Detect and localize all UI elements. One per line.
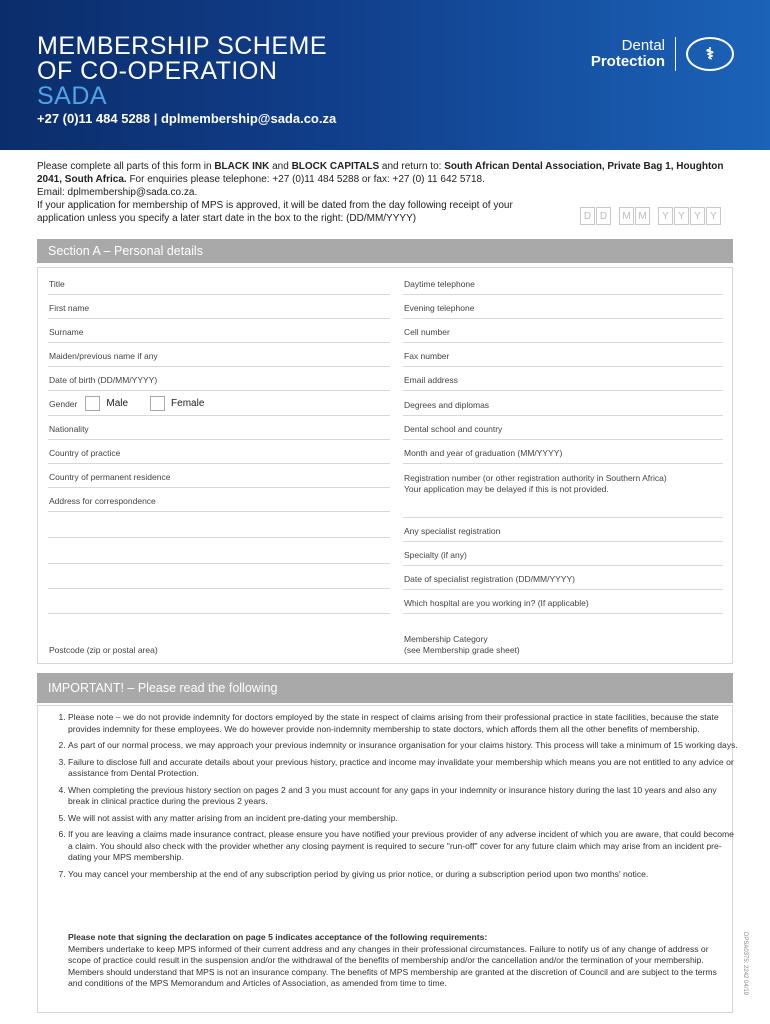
important-notes bbox=[37, 705, 738, 1013]
field-specialist-registration-date[interactable]: Date of specialist registration (DD/MM/YYYY) bbox=[403, 565, 723, 590]
title-line-2: OF CO-OPERATION bbox=[37, 57, 278, 85]
field-title[interactable]: Title bbox=[48, 268, 390, 295]
field-postcode[interactable]: Postcode (zip or postal area) bbox=[49, 645, 158, 655]
logo-word-protection: Protection bbox=[590, 53, 665, 70]
address-line-1[interactable] bbox=[48, 511, 390, 538]
field-date-of-birth[interactable]: Date of birth (DD/MM/YYYY) bbox=[48, 366, 390, 391]
gender-male-label: Male bbox=[106, 398, 129, 409]
gender-female-label: Female bbox=[171, 398, 205, 409]
field-nationality[interactable]: Nationality bbox=[48, 415, 390, 440]
important-list bbox=[46, 712, 740, 885]
field-first-name[interactable]: First name bbox=[48, 294, 390, 319]
declaration-heading: Please note that signing the declaration on page 5 indicates acceptance of the following requirements: bbox=[68, 932, 488, 942]
dental-protection-logo bbox=[591, 36, 734, 72]
start-date-input[interactable]: D D M M Y Y Y Y bbox=[580, 207, 722, 225]
field-hospital[interactable]: Which hospital are you working in? (If applicable) bbox=[403, 589, 723, 614]
field-dental-school[interactable]: Dental school and country bbox=[403, 415, 723, 440]
field-registration-number[interactable]: Registration number (or other registration authority in Southern Africa) Your application may be delayed if this is not provided. bbox=[403, 463, 723, 518]
field-degrees[interactable]: Degrees and diplomas bbox=[403, 390, 723, 416]
logo-divider bbox=[675, 37, 676, 71]
logo-word-dental: Dental bbox=[621, 37, 665, 54]
field-maiden-name[interactable]: Maiden/previous name if any bbox=[48, 342, 390, 367]
declaration-note bbox=[68, 932, 720, 990]
gender-male-checkbox[interactable] bbox=[85, 396, 100, 411]
list-item: 2. As part of our normal process, we may approach your previous indemnity or insurance organisation for your claims history. This process will take a minimum of 15 working days. bbox=[68, 740, 740, 752]
field-address[interactable]: Address for correspondence bbox=[48, 487, 390, 512]
header-banner bbox=[0, 0, 770, 150]
email-line: Email: dplmembership@sada.co.za. bbox=[37, 187, 198, 198]
field-graduation-date[interactable]: Month and year of graduation (MM/YYYY) bbox=[403, 439, 723, 464]
address-line-4[interactable] bbox=[48, 588, 390, 614]
field-specialist-registration[interactable]: Any specialist registration bbox=[403, 517, 723, 542]
field-fax-number[interactable]: Fax number bbox=[403, 342, 723, 367]
title-line-3: SADA bbox=[37, 82, 108, 110]
address-line-3[interactable] bbox=[48, 563, 390, 589]
field-country-of-practice[interactable]: Country of practice bbox=[48, 439, 390, 464]
personal-details-form bbox=[37, 267, 733, 664]
field-daytime-telephone[interactable]: Daytime telephone bbox=[403, 268, 723, 295]
section-a-header: Section A – Personal details bbox=[37, 239, 733, 263]
field-gender: Gender Male Female bbox=[48, 390, 390, 416]
intro-text: Please complete all parts of this form in BLACK INK and BLOCK CAPITALS and return to: South African Dental Association, Private Bag 1, Houghton 2041, South Africa. For enquiries please telephone: +27 (0)11 484 5288 or fax: +27 (0) 11 642 5718. Email: dplmembership@sada.co.za. If your application for membership of MPS is approved, it will be dated from the day following receipt of your application unless you specify a later start date in the box to the right: (DD/MM/YYYY) bbox=[37, 160, 737, 225]
return-address: South African Dental Association, Private Bag 1, Houghton 2041, South Africa. bbox=[37, 161, 724, 185]
contact-line: +27 (0)11 484 5288 | dplmembership@sada.co.za bbox=[37, 111, 337, 126]
list-item: 4. When completing the previous history section on pages 2 and 3 you must account for any gaps in your indemnity or insurance history during the last 10 years and also any break in clinical practice during the previous 2 years. bbox=[68, 785, 740, 808]
list-item: 3. Failure to disclose full and accurate details about your previous history, practice and income may invalidate your membership which means you are not entitled to any advice or assistance from Dental Protection. bbox=[68, 757, 740, 780]
start-date-note: If your application for membership of MPS is approved, it will be dated from the day following receipt of your application unless you specify a later start date in the box to the right: (DD/MM/YYYY) bbox=[37, 200, 513, 224]
field-cell-number[interactable]: Cell number bbox=[403, 318, 723, 343]
title-line-1: MEMBERSHIP SCHEME bbox=[37, 32, 328, 60]
list-item: 1. Please note – we do not provide indemnity for doctors employed by the state in respect of claims arising from their professional practice in state facilities, because the state provides indemnity for these employees. We do however provide non-indemnity membership to state doctors, which affords them all the other benefits of membership. bbox=[68, 712, 740, 735]
field-surname[interactable]: Surname bbox=[48, 318, 390, 343]
declaration-body: Members undertake to keep MPS informed of their current address and any changes in their professional circumstances. Failure to notify us of any change of address or scope of practice could result in the suspension and/or the withdrawal of the benefits of membership and/or the cancellation and/or the termination of your membership. Members should understand that MPS is not an insurance company. The benefits of MPS membership are granted at the discretion of Council and are subject to the terms and conditions of the MPS Memorandum and Articles of Association, as amended from time to time. bbox=[68, 943, 717, 988]
field-email-address[interactable]: Email address bbox=[403, 366, 723, 391]
gender-female-checkbox[interactable] bbox=[150, 396, 165, 411]
field-membership-category[interactable]: Membership Category (see Membership grade sheet) bbox=[404, 634, 520, 655]
address-line-2[interactable] bbox=[48, 537, 390, 564]
field-specialty[interactable]: Specialty (if any) bbox=[403, 541, 723, 566]
list-item: 5. We will not assist with any matter arising from an incident pre-dating your membership. bbox=[68, 813, 740, 825]
field-country-of-residence[interactable]: Country of permanent residence bbox=[48, 463, 390, 488]
list-item: 7. You may cancel your membership at the end of any subscription period by giving us prior notice, or during a subscription period upon two months' notice. bbox=[68, 869, 740, 881]
field-evening-telephone[interactable]: Evening telephone bbox=[403, 294, 723, 319]
list-item: 6. If you are leaving a claims made insurance contract, please ensure you have notified your previous provider of any adverse incident of which you are aware, that could become a claim. You should also check with the provider whether any closing payment is required to secure "run-off" cover for any future claim which may arise from an incident pre-dating your MPS membership. bbox=[68, 829, 740, 864]
important-header: IMPORTANT! – Please read the following bbox=[37, 673, 733, 703]
document-title bbox=[37, 34, 327, 109]
logo-seal-icon: ⚕ bbox=[686, 37, 734, 71]
document-code: DPSA0375: 2242 04/19 bbox=[742, 932, 748, 996]
